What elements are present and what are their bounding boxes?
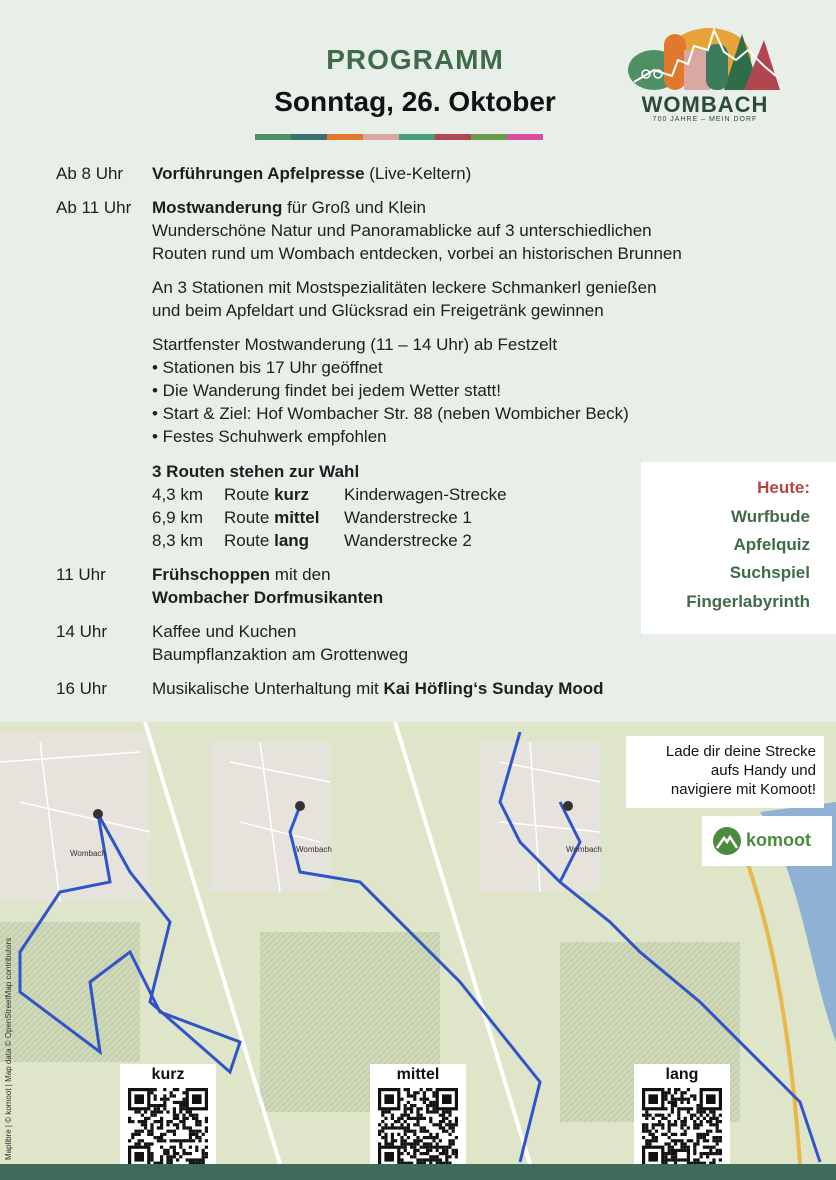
color-stripe-segment: [507, 134, 543, 140]
bottom-bar: [0, 1164, 836, 1180]
program-kicker: PROGRAMM: [326, 44, 504, 75]
komoot-line: navigiere mit Komoot!: [670, 781, 816, 798]
route-distance: 4,3 km: [152, 485, 204, 504]
route-label: Route lang: [224, 531, 310, 550]
program-line: Baumpflanzaktion am Grottenweg: [152, 645, 409, 664]
color-stripe-segment: [327, 134, 363, 140]
qr-kurz[interactable]: [120, 1064, 216, 1178]
color-stripe: [255, 134, 543, 140]
komoot-line: Lade dir deine Strecke: [665, 743, 816, 760]
today-item: Apfelquiz: [733, 535, 810, 554]
program-line: An 3 Stationen mit Mostspezialitäten leckere Schmankerl genießen: [152, 278, 657, 297]
program-list: [0, 150, 836, 720]
color-stripe-segment: [291, 134, 327, 140]
color-stripe-segment: [471, 134, 507, 140]
place-label: Wombach: [566, 845, 602, 854]
komoot-promo: [626, 736, 824, 808]
program-text: [152, 677, 792, 700]
qr-code-icon: [128, 1088, 208, 1168]
qr-label: mittel: [396, 1066, 440, 1083]
program-time: 16 Uhr: [56, 679, 108, 698]
qr-code-icon: [642, 1088, 722, 1168]
program-line: • Festes Schuhwerk empfohlen: [152, 427, 387, 446]
program-line: Startfenster Mostwanderung (11 – 14 Uhr) ab Festzelt: [152, 335, 558, 354]
route-label: Route mittel: [224, 508, 320, 527]
program-line: Frühschoppen mit den: [152, 565, 331, 584]
today-box: [641, 462, 836, 634]
qr-label: lang: [665, 1066, 699, 1083]
komoot-logo[interactable]: [702, 816, 832, 866]
program-line: Wombacher Dorfmusikanten: [152, 588, 384, 607]
program-line: 3 Routen stehen zur Wahl: [152, 462, 360, 481]
color-stripe-segment: [255, 134, 291, 140]
program-text: [152, 162, 792, 185]
program-line: • Start & Ziel: Hof Wombacher Str. 88 (neben Wombicher Beck): [152, 404, 629, 423]
program-line: Mostwanderung für Groß und Klein: [152, 198, 426, 217]
logo-tagline: 700 JAHRE – MEIN DORF: [652, 116, 758, 123]
komoot-icon: [712, 826, 742, 856]
qr-code-icon: [378, 1088, 458, 1168]
komoot-brand: komoot: [746, 830, 811, 850]
route-distance: 6,9 km: [152, 508, 204, 527]
route-description: Wanderstrecke 2: [344, 531, 472, 550]
komoot-line: aufs Handy und: [710, 762, 816, 779]
place-label: Wombach: [70, 849, 106, 858]
qr-mittel[interactable]: [370, 1064, 466, 1178]
place-label: Wombach: [296, 845, 332, 854]
today-heading: Heute:: [757, 478, 810, 497]
program-line: • Stationen bis 17 Uhr geöffnet: [152, 358, 383, 377]
program-line: Musikalische Unterhaltung mit Kai Höfling‘s Sunday Mood: [152, 679, 604, 698]
today-item: Suchspiel: [729, 563, 810, 582]
route-label: Route kurz: [224, 485, 310, 504]
route-description: Wanderstrecke 1: [344, 508, 472, 527]
route-description: Kinderwagen-Strecke: [344, 485, 507, 504]
today-item: Fingerlabyrinth: [686, 592, 810, 611]
logo-wordmark: WOMBACH: [641, 92, 769, 117]
qr-label: kurz: [151, 1066, 185, 1083]
route-distance: 8,3 km: [152, 531, 204, 550]
program-line: • Die Wanderung findet bei jedem Wetter statt!: [152, 381, 501, 400]
program-text: [152, 333, 792, 448]
today-item: Wurfbude: [730, 507, 810, 526]
program-line: Kaffee und Kuchen: [152, 622, 297, 641]
color-stripe-segment: [399, 134, 435, 140]
program-line: und beim Apfeldart und Glücksrad ein Freigetränk gewinnen: [152, 301, 604, 320]
program-text: [152, 276, 792, 322]
qr-lang[interactable]: [634, 1064, 730, 1178]
program-time: 11 Uhr: [56, 565, 106, 584]
program-time: Ab 8 Uhr: [56, 164, 124, 183]
program-date: Sonntag, 26. Oktober: [274, 86, 556, 117]
program-time: 14 Uhr: [56, 622, 108, 641]
program-line: Wunderschöne Natur und Panoramablicke auf 3 unterschiedlichen: [152, 221, 652, 240]
program-time: Ab 11 Uhr: [56, 198, 132, 217]
program-text: [152, 196, 792, 265]
program-line: Vorführungen Apfelpresse (Live-Keltern): [152, 164, 472, 183]
program-line: Routen rund um Wombach entdecken, vorbei an historischen Brunnen: [152, 244, 682, 263]
color-stripe-segment: [435, 134, 471, 140]
color-stripe-segment: [363, 134, 399, 140]
map-credit: Maplibre | © komoot | Map data © OpenStreetMap contributors: [4, 937, 13, 1160]
